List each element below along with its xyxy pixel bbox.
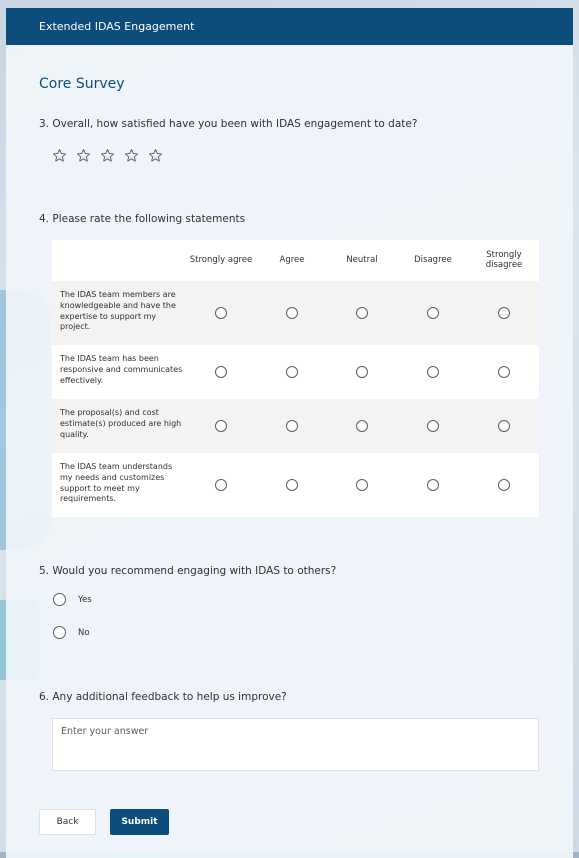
disagree-radio[interactable]: [427, 307, 439, 319]
star-rating: [50, 146, 164, 164]
table-row: [52, 453, 539, 517]
strongly-disagree-radio[interactable]: [498, 479, 510, 491]
yes-radio[interactable]: [53, 593, 66, 606]
strongly-disagree-radio[interactable]: [498, 307, 510, 319]
column-header: Agree: [279, 254, 305, 265]
section-title: Core Survey: [39, 76, 125, 92]
star-icon[interactable]: [98, 146, 116, 164]
option-no[interactable]: [53, 626, 90, 639]
strongly-disagree-radio[interactable]: [498, 420, 510, 432]
no-radio[interactable]: [53, 626, 66, 639]
neutral-radio[interactable]: [356, 307, 368, 319]
disagree-radio[interactable]: [427, 479, 439, 491]
statement-text: The IDAS team members are knowledgeable and have the expertise to support my project.: [60, 290, 176, 332]
strongly-disagree-radio[interactable]: [498, 366, 510, 378]
feedback-input[interactable]: [52, 718, 539, 771]
submit-button[interactable]: Submit: [110, 809, 169, 835]
neutral-radio[interactable]: [356, 366, 368, 378]
table-row: [52, 345, 539, 399]
star-icon[interactable]: [50, 146, 68, 164]
feedback-placeholder: Enter your answer: [61, 726, 149, 737]
form-header: [6, 8, 573, 45]
column-header: Strongly agree: [189, 254, 253, 265]
column-header: Disagree: [414, 254, 452, 265]
option-label: Yes: [78, 594, 92, 605]
star-icon[interactable]: [74, 146, 92, 164]
strongly-agree-radio[interactable]: [215, 366, 227, 378]
form-card: [6, 8, 573, 858]
statement-text: The IDAS team understands my needs and customizes support to meet my requirements.: [60, 462, 173, 504]
table-row: [52, 399, 539, 453]
column-header: Strongly disagree: [485, 249, 523, 270]
table-row: [52, 281, 539, 345]
disagree-radio[interactable]: [427, 420, 439, 432]
agree-radio[interactable]: [286, 420, 298, 432]
option-label: No: [78, 627, 90, 638]
strongly-agree-radio[interactable]: [215, 307, 227, 319]
form-title: Extended IDAS Engagement: [39, 20, 195, 33]
disagree-radio[interactable]: [427, 366, 439, 378]
strongly-agree-radio[interactable]: [215, 479, 227, 491]
question-5-label: 5. Would you recommend engaging with IDAS to others?: [39, 565, 337, 577]
agree-radio[interactable]: [286, 366, 298, 378]
strongly-agree-radio[interactable]: [215, 420, 227, 432]
back-button[interactable]: Back: [39, 809, 96, 835]
option-yes[interactable]: [53, 593, 92, 606]
column-header: Neutral: [346, 254, 378, 265]
likert-table: [52, 240, 539, 517]
star-icon[interactable]: [146, 146, 164, 164]
neutral-radio[interactable]: [356, 479, 368, 491]
question-3-label: 3. Overall, how satisfied have you been with IDAS engagement to date?: [39, 118, 418, 130]
question-4-label: 4. Please rate the following statements: [39, 213, 246, 225]
star-icon[interactable]: [122, 146, 140, 164]
neutral-radio[interactable]: [356, 420, 368, 432]
agree-radio[interactable]: [286, 307, 298, 319]
question-6-label: 6. Any additional feedback to help us improve?: [39, 691, 287, 703]
statement-text: The IDAS team has been responsive and communicates effectively.: [60, 354, 183, 385]
statement-text: The proposal(s) and cost estimate(s) produced are high quality.: [60, 408, 182, 439]
agree-radio[interactable]: [286, 479, 298, 491]
